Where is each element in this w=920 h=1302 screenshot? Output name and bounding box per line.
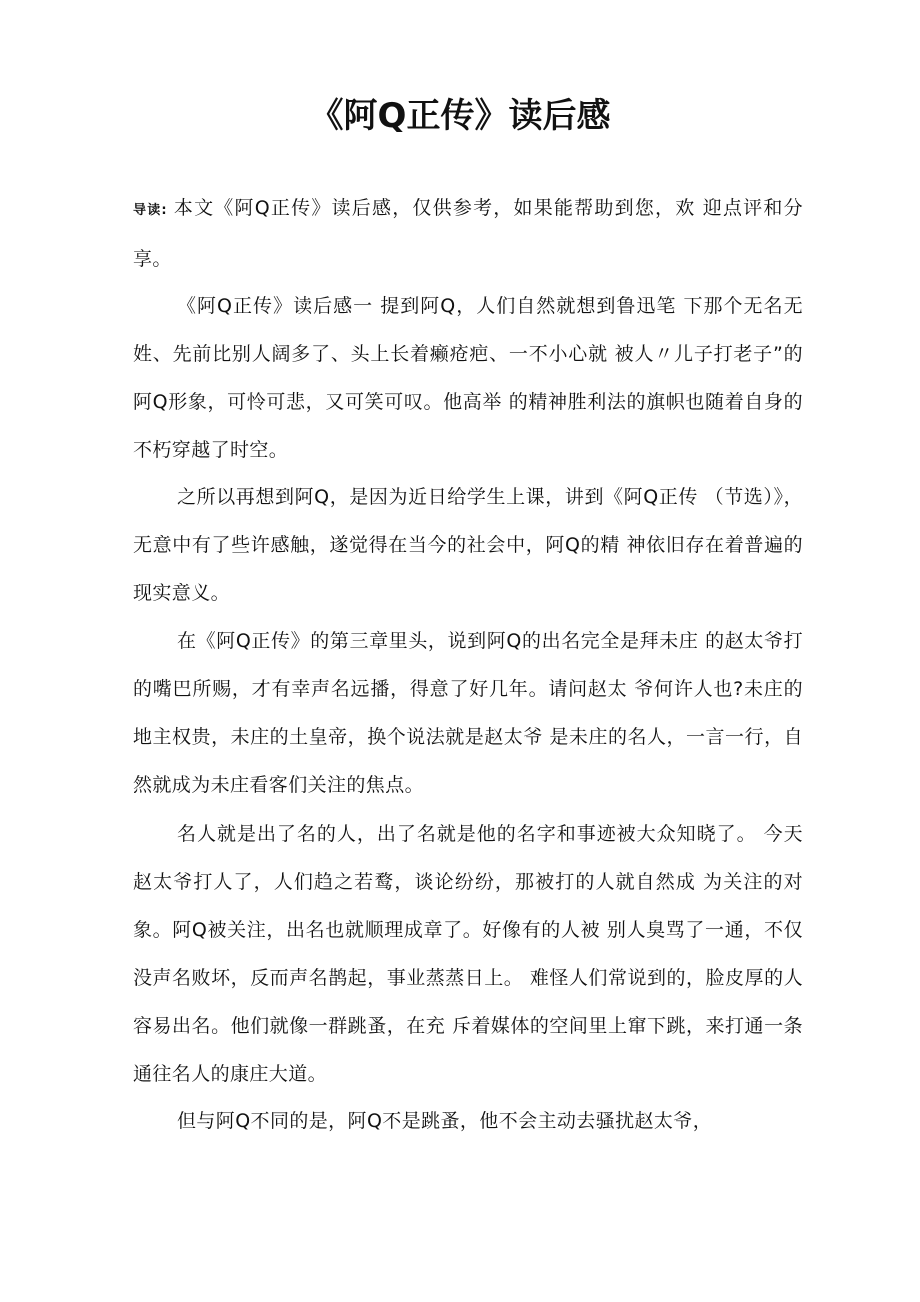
intro-paragraph [133, 184, 803, 283]
body-paragraph-2: 之所以再想到阿Q，是因为近日给学生上课，讲到《阿Q正传 （节选）》，无意中有了些许感触，遂觉得在当今的社会中，阿Q的精 神依旧存在着普遍的现实意义。 [133, 486, 803, 604]
intro-label: 导读: [133, 203, 168, 218]
intro-text: 本文《阿Q正传》读后感，仅供参考，如果能帮助到您，欢 迎点评和分享。 [133, 197, 804, 270]
body-paragraph-5: 但与阿Q不同的是，阿Q不是跳蚤，他不会主动去骚扰赵太爷， [177, 1110, 713, 1132]
body-paragraph-4: 名人就是出了名的人，出了名就是他的名字和事迹被大众知晓了。 今天赵太爷打人了，人们趋之若鹜，谈论纷纷，那被打的人就自然成 为关注的对象。阿Q被关注，出名也就顺理成章了。好像有的人被 别人臭骂了一通，不仅没声名败坏，反而声名鹊起，事业蒸蒸日上。 难怪人们常说到的，脸皮厚的人容易出名。他们就像一群跳蚤，在充 斥着媒体的空间里上窜下跳，来打通一条通往名人的康庄大道。 [133, 823, 803, 1085]
body-paragraph-3: 在《阿Q正传》的第三章里头，说到阿Q的出名完全是拜未庄 的赵太爷打的嘴巴所赐，才有幸声名远播，得意了好几年。请问赵太 爷何许人也?未庄的地主权贵，未庄的土皇帝，换个说法就是赵太爷 是未庄的名人，一言一行，自然就成为未庄看客们关注的焦点。 [133, 630, 803, 796]
document-title: 《阿Q正传》读后感 [309, 96, 611, 136]
body-paragraph-1: 《阿Q正传》读后感一 提到阿Q，人们自然就想到鲁迅笔 下那个无名无姓、先前比别人阔多了、头上长着癞疮疤、一不小心就 被人〃儿子打老子”的阿Q形象，可怜可悲，又可笑可叹。他高举 的精神胜利法的旗帜也随着自身的不朽穿越了时空。 [133, 295, 803, 461]
